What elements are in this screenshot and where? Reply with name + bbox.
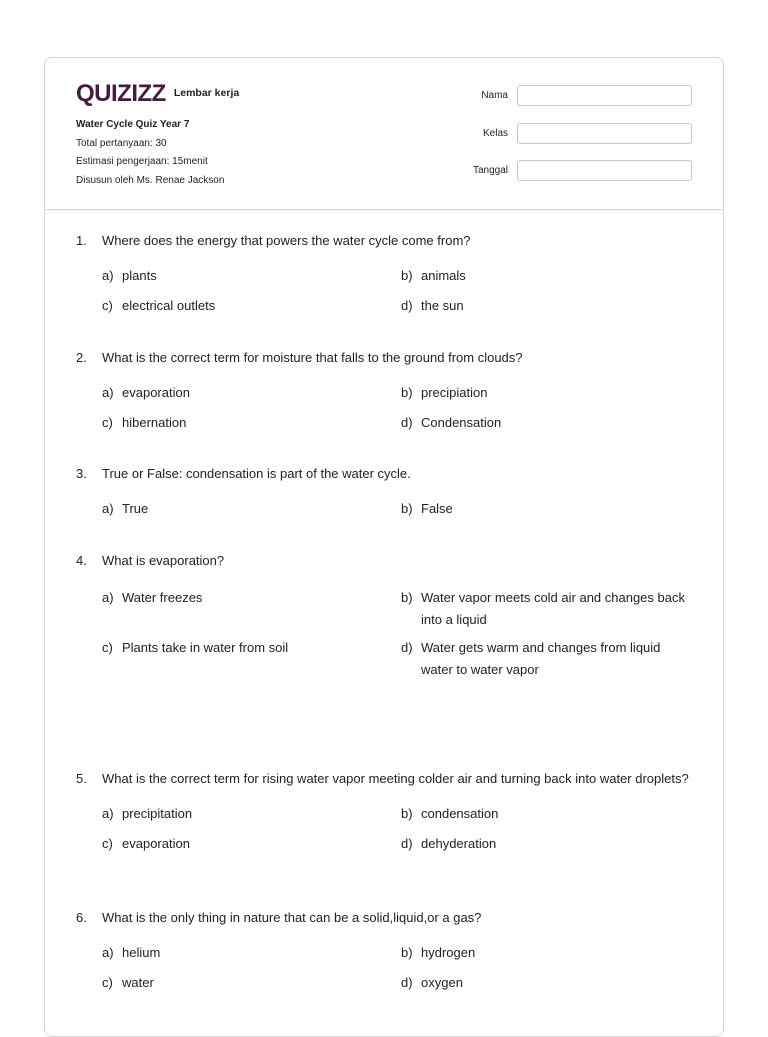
name-field-row bbox=[465, 85, 693, 107]
option-text: precipitation bbox=[122, 806, 193, 821]
option-b bbox=[401, 382, 691, 404]
brand bbox=[76, 80, 239, 108]
option-d bbox=[401, 972, 691, 994]
option-text: False bbox=[421, 501, 453, 516]
option-c bbox=[102, 412, 392, 434]
option-text: hibernation bbox=[122, 415, 187, 430]
question-number: 3. bbox=[76, 466, 87, 481]
option-b bbox=[401, 587, 691, 631]
option-letter: c) bbox=[102, 836, 113, 851]
question-5 bbox=[76, 768, 696, 855]
option-c bbox=[102, 833, 392, 855]
question-text bbox=[76, 907, 696, 929]
option-b bbox=[401, 265, 691, 287]
worksheet-type-label: Lembar kerja bbox=[173, 87, 240, 99]
option-d bbox=[401, 295, 691, 317]
options bbox=[76, 265, 696, 317]
options bbox=[76, 382, 696, 434]
option-a bbox=[102, 265, 392, 287]
question-prompt: What is the only thing in nature that can be a solid,liquid,or a gas? bbox=[102, 910, 482, 925]
option-letter: a) bbox=[102, 385, 114, 400]
option-b bbox=[401, 803, 691, 825]
question-number: 5. bbox=[76, 771, 87, 786]
option-d bbox=[401, 833, 691, 855]
question-number: 4. bbox=[76, 553, 87, 568]
option-text: the sun bbox=[421, 298, 464, 313]
option-text: Water vapor meets cold air and changes back into a liquid bbox=[421, 590, 685, 627]
option-letter: a) bbox=[102, 590, 114, 605]
class-input[interactable] bbox=[517, 123, 692, 144]
question-2 bbox=[76, 347, 696, 434]
option-text: Water gets warm and changes from liquid water to water vapor bbox=[421, 640, 661, 677]
date-input[interactable] bbox=[517, 160, 692, 181]
option-text: helium bbox=[122, 945, 161, 960]
student-fields bbox=[465, 85, 693, 198]
question-text bbox=[76, 463, 696, 485]
option-text: True bbox=[122, 501, 149, 516]
option-text: condensation bbox=[421, 806, 499, 821]
option-letter: b) bbox=[401, 945, 413, 960]
option-a bbox=[102, 803, 392, 825]
time-estimate: Estimasi pengerjaan: 15menit bbox=[76, 156, 208, 167]
question-3 bbox=[76, 463, 696, 520]
options bbox=[76, 942, 696, 994]
option-letter: b) bbox=[401, 590, 413, 605]
option-text: evaporation bbox=[122, 836, 190, 851]
option-letter: b) bbox=[401, 806, 413, 821]
question-count: Total pertanyaan: 30 bbox=[76, 137, 167, 149]
option-letter: b) bbox=[401, 268, 413, 283]
question-text bbox=[76, 768, 696, 790]
author: Disusun oleh Ms. Renae Jackson bbox=[76, 174, 225, 186]
date-label: Tanggal bbox=[472, 165, 508, 176]
option-letter: c) bbox=[102, 415, 113, 430]
question-number: 1. bbox=[76, 233, 87, 248]
options bbox=[76, 585, 696, 680]
question-prompt: What is the correct term for rising water vapor meeting colder air and turning back into water droplets? bbox=[102, 771, 689, 786]
worksheet-header bbox=[45, 58, 723, 210]
option-text: electrical outlets bbox=[122, 298, 216, 313]
class-label: Kelas bbox=[482, 127, 508, 139]
class-field-row bbox=[465, 123, 693, 145]
option-text: Plants take in water from soil bbox=[122, 640, 289, 655]
option-text: precipiation bbox=[421, 385, 488, 400]
option-letter: c) bbox=[102, 640, 113, 655]
option-a bbox=[102, 498, 392, 520]
question-number: 6. bbox=[76, 910, 87, 925]
quizizz-logo: QUIZIZZ bbox=[76, 80, 166, 107]
option-letter: d) bbox=[401, 975, 413, 990]
question-text bbox=[76, 230, 696, 252]
option-letter: c) bbox=[102, 975, 113, 990]
option-text: hydrogen bbox=[421, 945, 476, 960]
option-text: water bbox=[122, 975, 154, 990]
option-b bbox=[401, 942, 691, 964]
date-field-row bbox=[465, 160, 693, 182]
question-prompt: Where does the energy that powers the water cycle come from? bbox=[102, 233, 471, 248]
option-c bbox=[102, 637, 392, 659]
option-text: animals bbox=[421, 268, 466, 283]
options bbox=[76, 803, 696, 855]
option-letter: d) bbox=[401, 640, 413, 655]
quiz-title: Water Cycle Quiz Year 7 bbox=[76, 119, 190, 130]
option-a bbox=[102, 942, 392, 964]
option-d bbox=[401, 637, 691, 681]
question-number: 2. bbox=[76, 350, 87, 365]
question-text bbox=[76, 347, 696, 369]
options bbox=[76, 498, 696, 520]
option-text: evaporation bbox=[122, 385, 190, 400]
option-a bbox=[102, 382, 392, 404]
option-letter: d) bbox=[401, 836, 413, 851]
option-text: dehyderation bbox=[421, 836, 497, 851]
quiz-meta bbox=[76, 116, 224, 190]
option-d bbox=[401, 412, 691, 434]
question-4 bbox=[76, 550, 696, 680]
option-text: oxygen bbox=[421, 975, 463, 990]
question-text bbox=[76, 550, 696, 572]
option-letter: d) bbox=[401, 415, 413, 430]
option-letter: c) bbox=[102, 298, 113, 313]
question-1 bbox=[76, 230, 696, 317]
option-letter: d) bbox=[401, 298, 413, 313]
option-letter: a) bbox=[102, 945, 114, 960]
option-c bbox=[102, 972, 392, 994]
worksheet-card bbox=[44, 57, 724, 1037]
option-text: Condensation bbox=[421, 415, 502, 430]
question-prompt: What is the correct term for moisture that falls to the ground from clouds? bbox=[102, 350, 523, 365]
question-prompt: What is evaporation? bbox=[102, 553, 225, 568]
option-letter: b) bbox=[401, 385, 413, 400]
option-letter: b) bbox=[401, 501, 413, 516]
option-text: Water freezes bbox=[122, 590, 203, 605]
option-letter: a) bbox=[102, 268, 114, 283]
option-a bbox=[102, 587, 392, 609]
option-letter: a) bbox=[102, 806, 114, 821]
option-b bbox=[401, 498, 691, 520]
option-letter: a) bbox=[102, 501, 114, 516]
question-6 bbox=[76, 907, 696, 994]
name-input[interactable] bbox=[517, 85, 692, 106]
option-text: plants bbox=[122, 268, 157, 283]
name-label: Nama bbox=[481, 90, 508, 101]
option-c bbox=[102, 295, 392, 317]
question-prompt: True or False: condensation is part of the water cycle. bbox=[102, 466, 411, 481]
